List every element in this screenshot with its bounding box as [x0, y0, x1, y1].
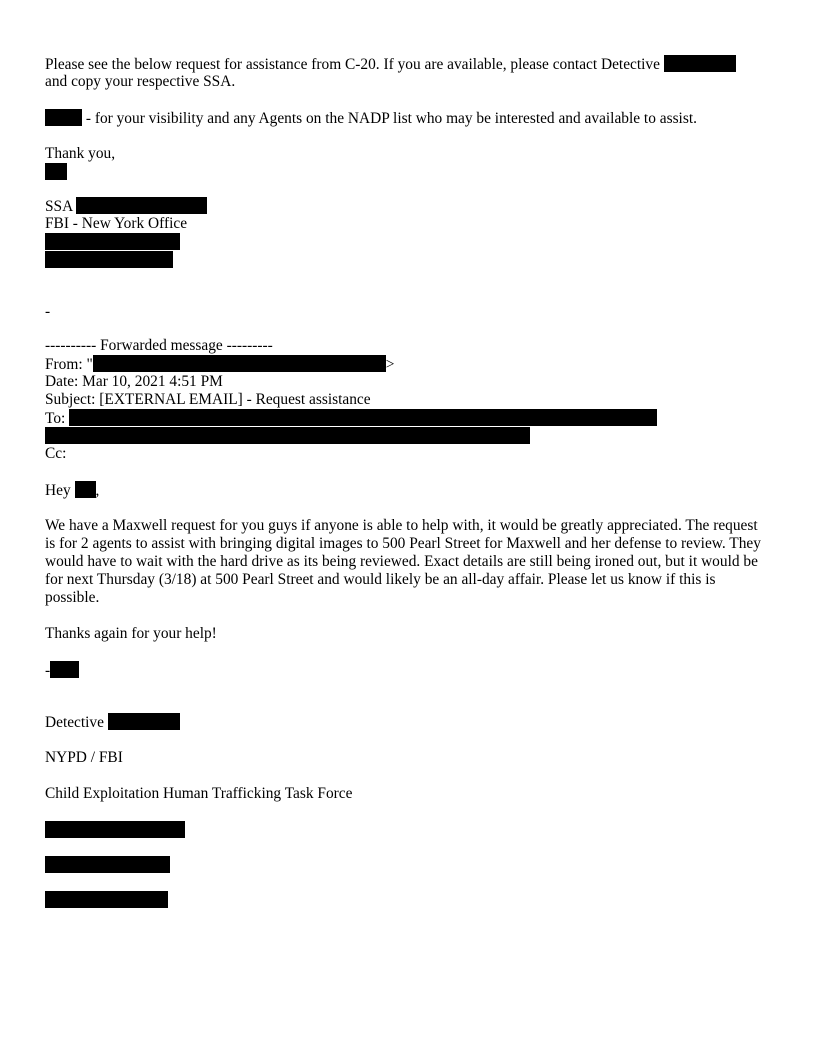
thanks-paragraph — [45, 625, 770, 643]
sign-off — [45, 661, 770, 679]
thanks-text: Thanks again for your help! — [45, 625, 217, 642]
intro-line-2: and copy your respective SSA. — [45, 73, 236, 90]
redaction-from-address — [93, 355, 386, 372]
intro-paragraph — [45, 55, 770, 91]
cc-line: Cc: — [45, 445, 67, 462]
redaction-greeting-name — [75, 481, 96, 498]
redaction-to-recipients-cont — [45, 427, 530, 444]
greeting-suffix: , — [95, 482, 100, 499]
email-document — [45, 55, 770, 926]
redaction-ssa-email — [45, 251, 173, 268]
subject-line: Subject: [EXTERNAL EMAIL] - Request assistance — [45, 391, 371, 408]
redaction-ssa-phone — [45, 233, 180, 250]
forwarded-header: ---------- Forwarded message --------- — [45, 337, 273, 354]
detective-org: NYPD / FBI — [45, 749, 123, 766]
from-suffix: > — [385, 356, 395, 373]
closing-text: Thank you, — [45, 145, 116, 162]
redaction-to-recipients — [69, 409, 657, 426]
date-line: Date: Mar 10, 2021 4:51 PM — [45, 373, 223, 390]
visibility-paragraph — [45, 109, 770, 127]
closing-block — [45, 145, 770, 181]
redaction-detective-signature-name — [108, 713, 180, 730]
redaction-detective-email — [45, 891, 168, 908]
ssa-prefix: SSA — [45, 198, 73, 215]
redaction-detective-name — [664, 55, 736, 72]
greeting-prefix: Hey — [45, 482, 71, 499]
from-label: From: " — [45, 356, 93, 373]
to-label: To: — [45, 410, 66, 427]
redaction-detective-cell — [45, 856, 170, 873]
signature-ssa — [45, 197, 770, 269]
redaction-sender-initials — [45, 163, 67, 180]
redaction-ssa-name — [76, 197, 207, 214]
greeting — [45, 481, 770, 499]
visibility-text: - for your visibility and any Agents on the NADP list who may be interested and available to assist. — [82, 110, 697, 127]
separator-dash: - — [45, 303, 51, 320]
intro-line-1: Please see the below request for assistance from C-20. If you are available, please contact Detective — [45, 56, 660, 73]
signature-detective — [45, 713, 770, 908]
sign-dash: - — [45, 662, 51, 679]
redaction-recipient — [45, 109, 82, 126]
redaction-sign-initials — [50, 661, 79, 678]
detective-prefix: Detective — [45, 714, 104, 731]
redaction-detective-phone — [45, 821, 185, 838]
request-paragraph: We have a Maxwell request for you guys if anyone is able to help with, it would be greatly appreciated. The request is for 2 agents to assist with bringing digital images to 500 Pearl Street for Maxwell and her defense to review. They would have to wait with the hard drive as its being reviewed. Exact details are still being ironed out, but it would be for next Thursday (3/18) at 500 Pearl Street and would likely be an all-day affair. Please let us know if this is possible. — [45, 517, 761, 606]
detective-unit: Child Exploitation Human Trafficking Task Force — [45, 785, 353, 802]
forwarded-header-block — [45, 337, 770, 463]
fbi-office: FBI - New York Office — [45, 215, 188, 232]
